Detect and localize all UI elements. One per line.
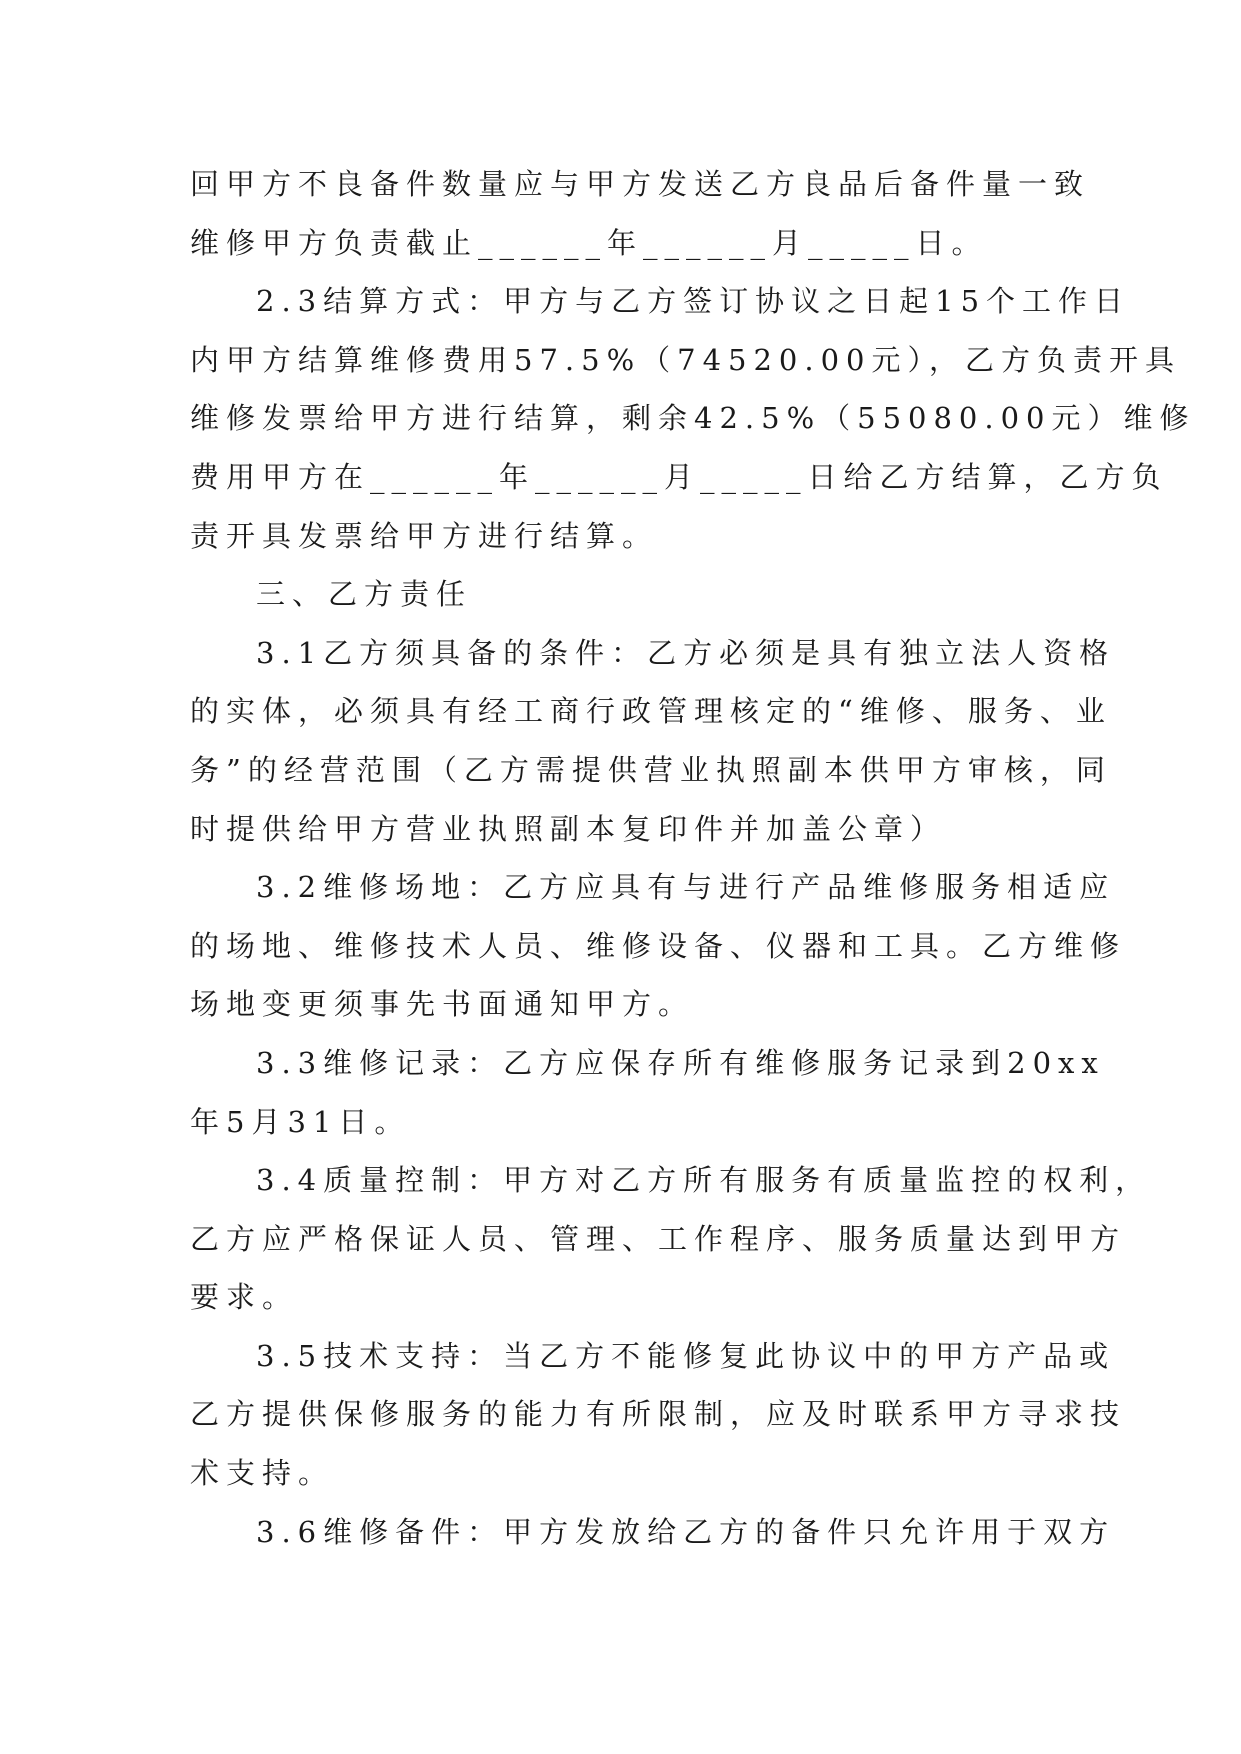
text-line: 3.4质量控制：甲方对乙方所有服务有质量监控的权利， [256, 1163, 1152, 1198]
text-line: 乙方应严格保证人员、管理、工作程序、服务质量达到甲方 [190, 1221, 1127, 1256]
document-body [190, 155, 1196, 1561]
text-line: 的场地、维修技术人员、维修设备、仪器和工具。乙方维修 [190, 928, 1127, 963]
text-line: 维修发票给甲方进行结算，剩余42.5%（55080.00元）维修 [190, 401, 1196, 436]
text-line: 维修甲方负责截止______年______月_____日。 [190, 225, 988, 260]
text-line: 2.3结算方式：甲方与乙方签订协议之日起15个工作日 [256, 284, 1131, 319]
text-line: 时提供给甲方营业执照副本复印件并加盖公章） [190, 811, 947, 846]
text-line: 乙方提供保修服务的能力有所限制，应及时联系甲方寻求技 [190, 1397, 1127, 1432]
text-line: 3.3维修记录：乙方应保存所有维修服务记录到20xx [256, 1045, 1105, 1080]
text-line: 回甲方不良备件数量应与甲方发送乙方良品后备件量一致 [190, 167, 1091, 201]
text-line: 3.6维修备件：甲方发放给乙方的备件只允许用于双方 [256, 1514, 1116, 1549]
text-line: 务”的经营范围（乙方需提供营业执照副本供甲方审核，同 [190, 752, 1112, 787]
text-line: 年5月31日。 [190, 1104, 411, 1139]
text-line: 三、乙方责任 [256, 577, 473, 612]
text-line: 要求。 [190, 1280, 299, 1315]
text-line: 3.5技术支持：当乙方不能修复此协议中的甲方产品或 [256, 1338, 1116, 1373]
text-line: 责开具发票给甲方进行结算。 [190, 518, 659, 553]
text-line: 内甲方结算维修费用57.5%（74520.00元），乙方负责开具 [190, 342, 1181, 377]
text-line: 术支持。 [190, 1456, 335, 1491]
text-line: 3.1乙方须具备的条件：乙方必须是具有独立法人资格 [256, 635, 1116, 670]
text-line: 场地变更须事先书面通知甲方。 [190, 987, 695, 1022]
text-line: 费用甲方在______年______月_____日给乙方结算，乙方负 [190, 459, 1168, 494]
text-line: 3.2维修场地：乙方应具有与进行产品维修服务相适应 [256, 870, 1116, 905]
text-line: 的实体，必须具有经工商行政管理核定的“维修、服务、业 [190, 694, 1112, 729]
